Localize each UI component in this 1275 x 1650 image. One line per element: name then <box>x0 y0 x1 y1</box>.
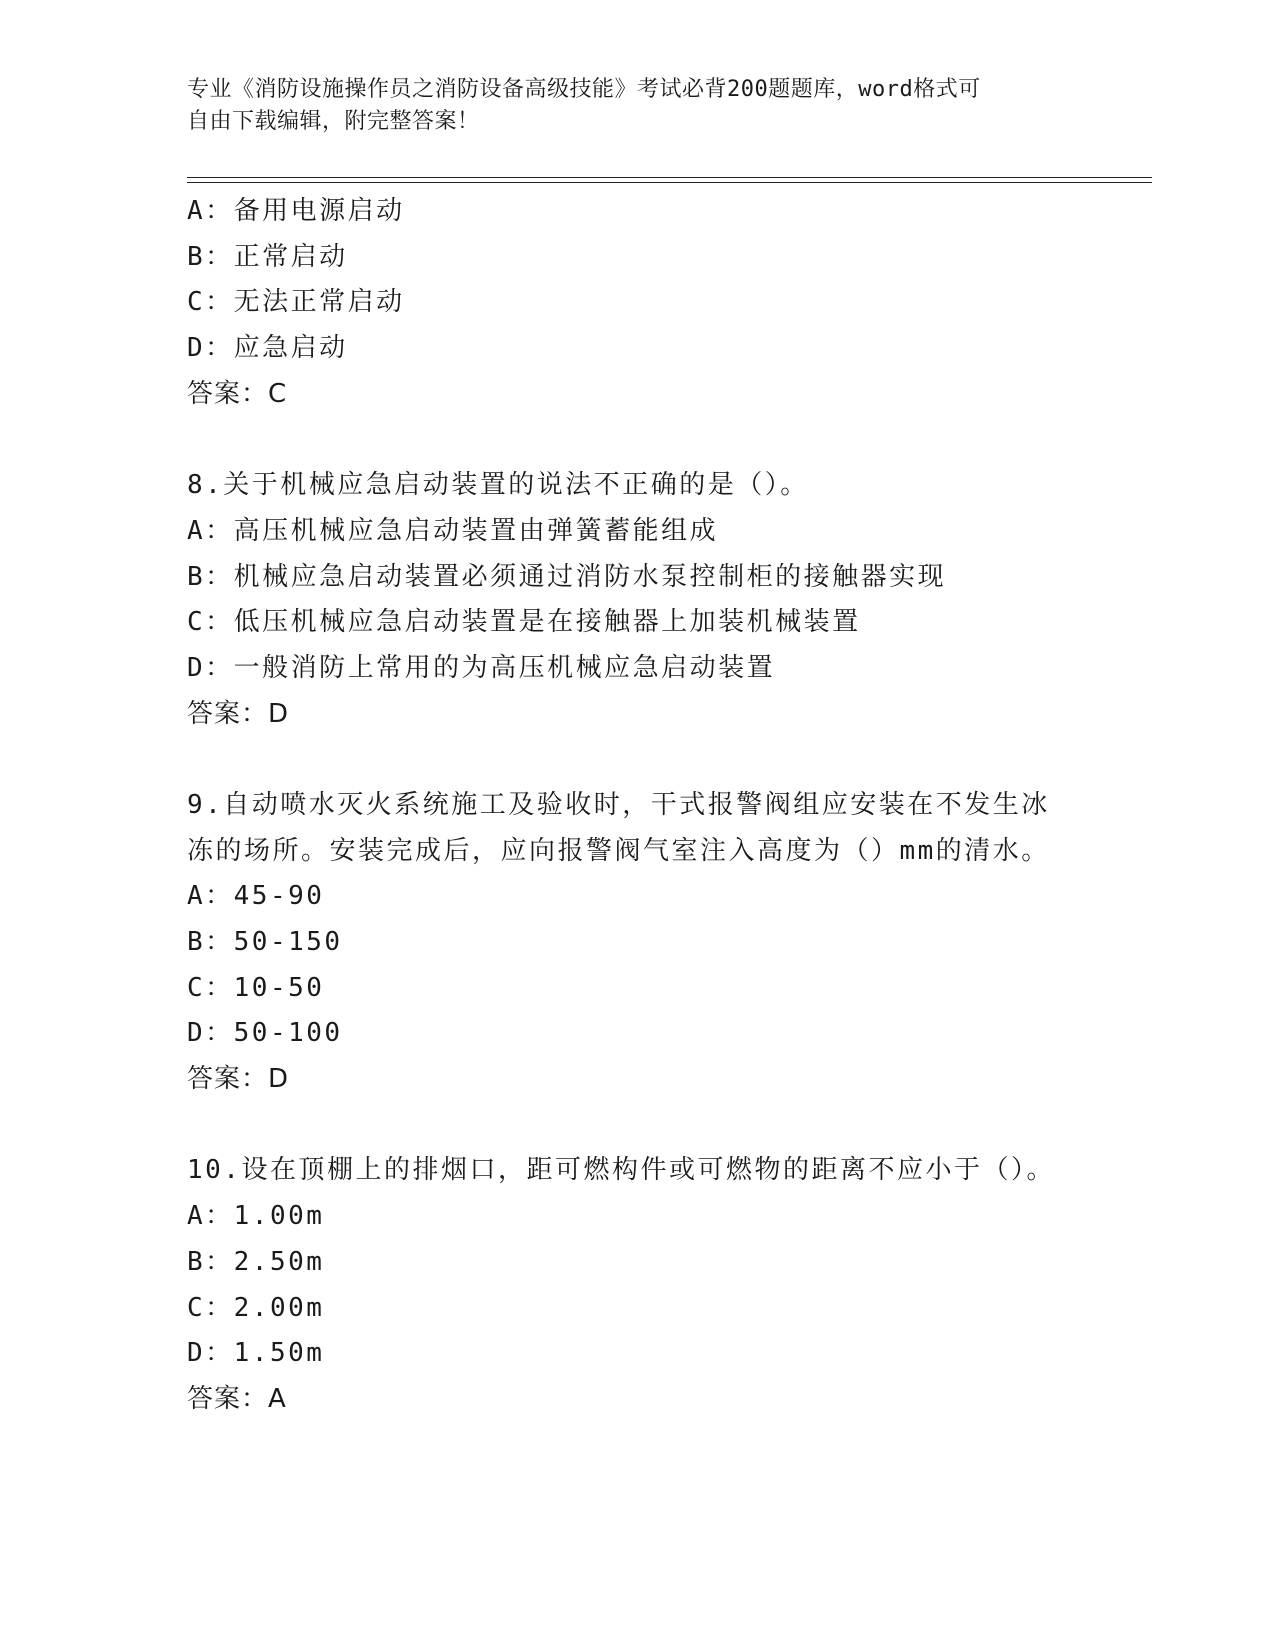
option-c: C：10-50 <box>187 972 325 1003</box>
question-8 <box>187 463 1152 737</box>
header-line-2: 自由下载编辑，附完整答案！ <box>187 109 480 134</box>
option-c: C：低压机械应急启动装置是在接触器上加装机械装置 <box>187 607 861 638</box>
question-7-tail <box>187 189 1152 417</box>
spacer <box>187 1103 1152 1149</box>
spacer <box>187 737 1152 783</box>
option-d: D：一般消防上常用的为高压机械应急启动装置 <box>187 652 776 683</box>
option-d: D：1.50m <box>187 1338 325 1369</box>
option-a: A：45-90 <box>187 881 325 912</box>
document-body <box>187 189 1152 1423</box>
question-10 <box>187 1148 1152 1422</box>
option-c: C：2.00m <box>187 1292 325 1323</box>
option-b: B：2.50m <box>187 1246 325 1277</box>
header-divider-bottom <box>187 182 1152 183</box>
answer-line: 答案：D <box>187 698 290 729</box>
option-d: D：50-100 <box>187 1018 343 1049</box>
answer-line: 答案：D <box>187 1064 290 1095</box>
header-line-1: 专业《消防设施操作员之消防设备高级技能》考试必背200题题库，word格式可 <box>187 77 981 102</box>
question-stem-line-1: 9.自动喷水灭火系统施工及验收时，干式报警阀组应安装在不发生冰 <box>187 789 1050 820</box>
option-b: B：机械应急启动装置必须通过消防水泵控制柜的接触器实现 <box>187 561 947 592</box>
question-stem: 8.关于机械应急启动装置的说法不正确的是（）。 <box>187 470 809 501</box>
option-c: C：无法正常启动 <box>187 287 405 318</box>
option-d: D：应急启动 <box>187 333 348 364</box>
answer-line: 答案：C <box>187 378 288 409</box>
option-a: A：高压机械应急启动装置由弹簧蓄能组成 <box>187 515 719 546</box>
spacer <box>187 417 1152 463</box>
option-a: A：1.00m <box>187 1201 325 1232</box>
question-9 <box>187 783 1152 1103</box>
option-a: A：备用电源启动 <box>187 196 405 226</box>
question-stem-line-2: 冻的场所。安装完成后，应向报警阀气室注入高度为（）mm的清水。 <box>187 835 1050 866</box>
question-stem: 10.设在顶棚上的排烟口，距可燃构件或可燃物的距离不应小于（）。 <box>187 1155 1055 1186</box>
header-divider-top <box>187 177 1152 178</box>
answer-line: 答案：A <box>187 1383 287 1414</box>
option-b: B：50-150 <box>187 927 343 957</box>
document-header <box>187 74 1087 138</box>
option-b: B：正常启动 <box>187 241 348 272</box>
